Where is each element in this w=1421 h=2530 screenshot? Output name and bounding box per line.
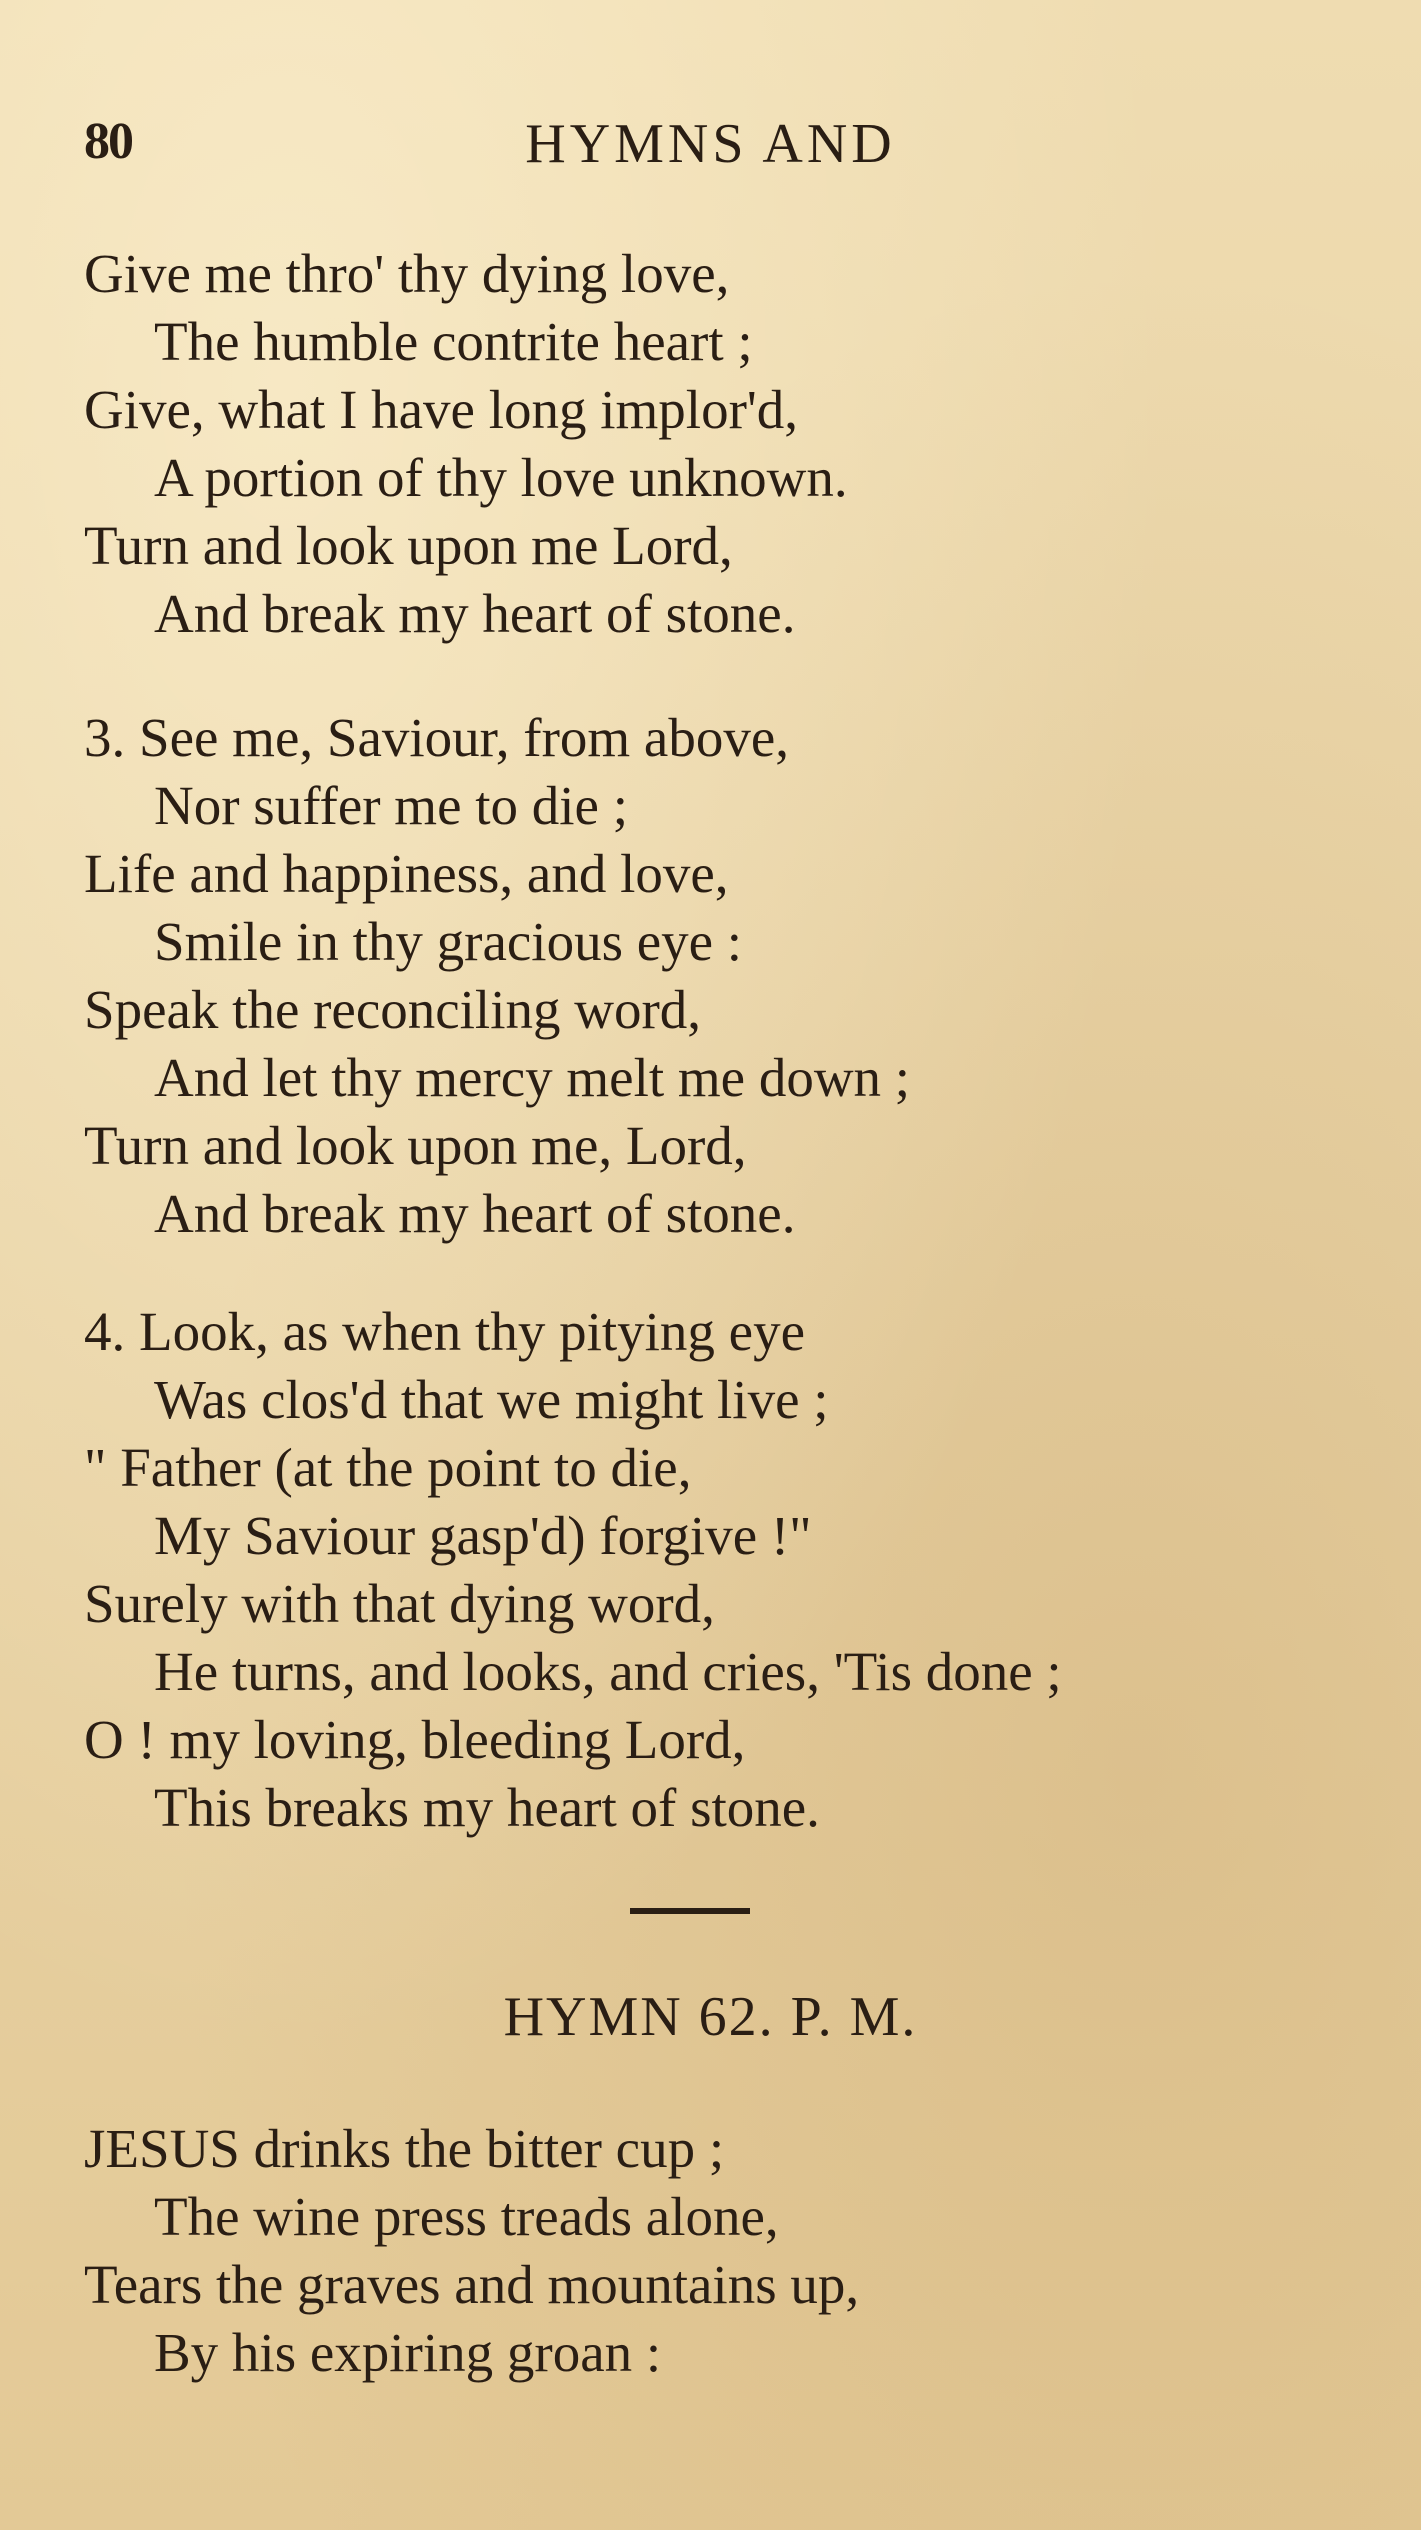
verse-line: The wine press treads alone,	[154, 2186, 779, 2247]
verse-line: Turn and look upon me, Lord,	[84, 1115, 747, 1176]
verse-line: And break my heart of stone.	[154, 583, 796, 644]
verse-line: And break my heart of stone.	[154, 1183, 796, 1244]
verse-line: O ! my loving, bleeding Lord,	[84, 1709, 746, 1770]
verse-line: A portion of thy love unknown.	[154, 447, 848, 508]
verse-line: Smile in thy gracious eye :	[154, 911, 743, 972]
verse-line: Tears the graves and mountains up,	[84, 2254, 860, 2315]
stanza-2-continued	[84, 240, 1334, 648]
verse-line: Nor suffer me to die ;	[154, 775, 628, 836]
verse-line: He turns, and looks, and cries, 'Tis done ;	[154, 1641, 1062, 1702]
stanza-4	[84, 1298, 1334, 1842]
verse-line: " Father (at the point to die,	[84, 1437, 692, 1498]
running-head: HYMNS AND	[525, 113, 896, 175]
hymn-title: HYMN 62. P. M.	[503, 1986, 918, 2048]
verse-line: And let thy mercy melt me down ;	[154, 1047, 911, 1108]
verse-line: Life and happiness, and love,	[84, 843, 729, 904]
verse-line: Speak the reconciling word,	[84, 979, 702, 1040]
verse-line: JESUS drinks the bitter cup ;	[84, 2118, 725, 2179]
section-divider	[630, 1908, 750, 1914]
verse-line: My Saviour gasp'd) forgive !"	[154, 1505, 812, 1566]
verse-line: This breaks my heart of stone.	[154, 1777, 820, 1838]
verse-line: Give, what I have long implor'd,	[84, 379, 799, 440]
verse-line: The humble contrite heart ;	[154, 311, 753, 372]
verse-line: Give me thro' thy dying love,	[84, 243, 730, 304]
verse-line: Was clos'd that we might live ;	[154, 1369, 829, 1430]
verse-line: Turn and look upon me Lord,	[84, 515, 733, 576]
verse-line: 3. See me, Saviour, from above,	[84, 707, 789, 768]
page-number: 80	[84, 113, 132, 170]
hymn-62-stanza-1	[84, 2115, 1334, 2387]
verse-line: 4. Look, as when thy pitying eye	[84, 1301, 805, 1362]
stanza-3	[84, 704, 1334, 1248]
verse-line: Surely with that dying word,	[84, 1573, 715, 1634]
verse-line: By his expiring groan :	[154, 2322, 662, 2383]
